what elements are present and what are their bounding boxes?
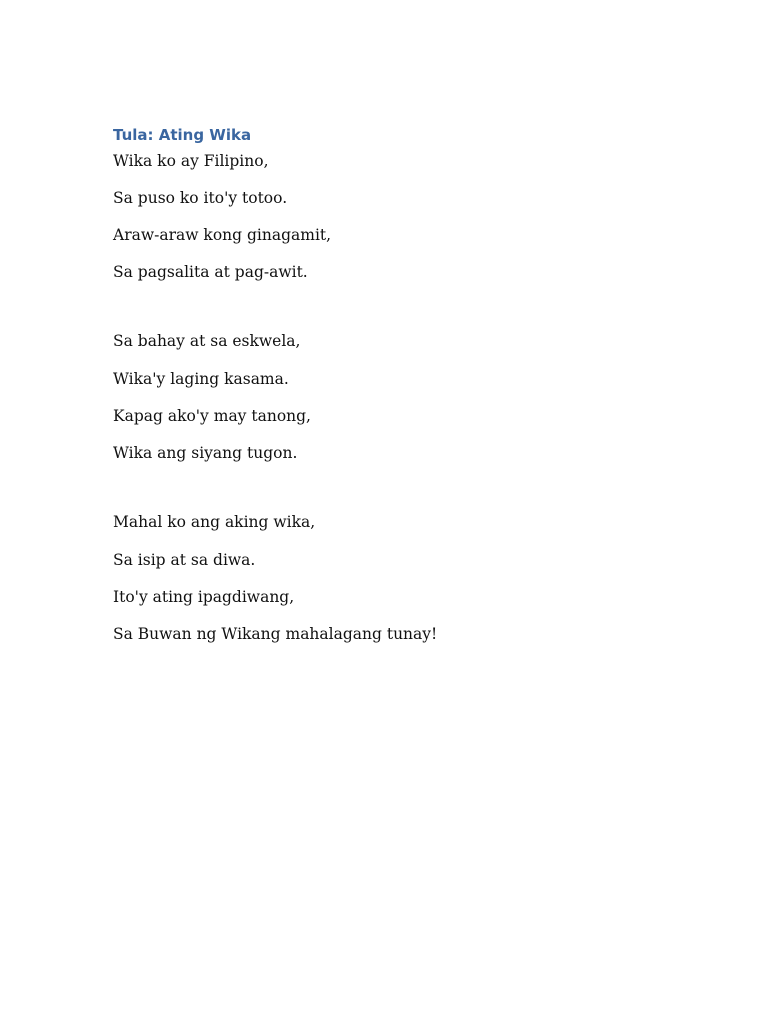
poem-line: Wika ang siyang tugon. [113, 444, 298, 462]
poem-line: Mahal ko ang aking wika, [113, 513, 316, 531]
poem-line: Kapag ako'y may tanong, [113, 407, 311, 425]
poem-line: Sa puso ko ito'y totoo. [113, 189, 288, 207]
poem-line: Araw-araw kong ginagamit, [113, 226, 332, 244]
poem-line: Wika ko ay Filipino, [113, 152, 269, 170]
poem-line: Sa bahay at sa eskwela, [113, 332, 301, 350]
poem-title: Tula: Ating Wika [113, 126, 252, 144]
poem-line: Ito'y ating ipagdiwang, [113, 588, 295, 606]
poem-line: Sa Buwan ng Wikang mahalagang tunay! [113, 625, 438, 643]
poem-line: Sa pagsalita at pag-awit. [113, 263, 308, 281]
poem-line: Wika'y laging kasama. [113, 370, 289, 388]
poem-line: Sa isip at sa diwa. [113, 551, 256, 569]
